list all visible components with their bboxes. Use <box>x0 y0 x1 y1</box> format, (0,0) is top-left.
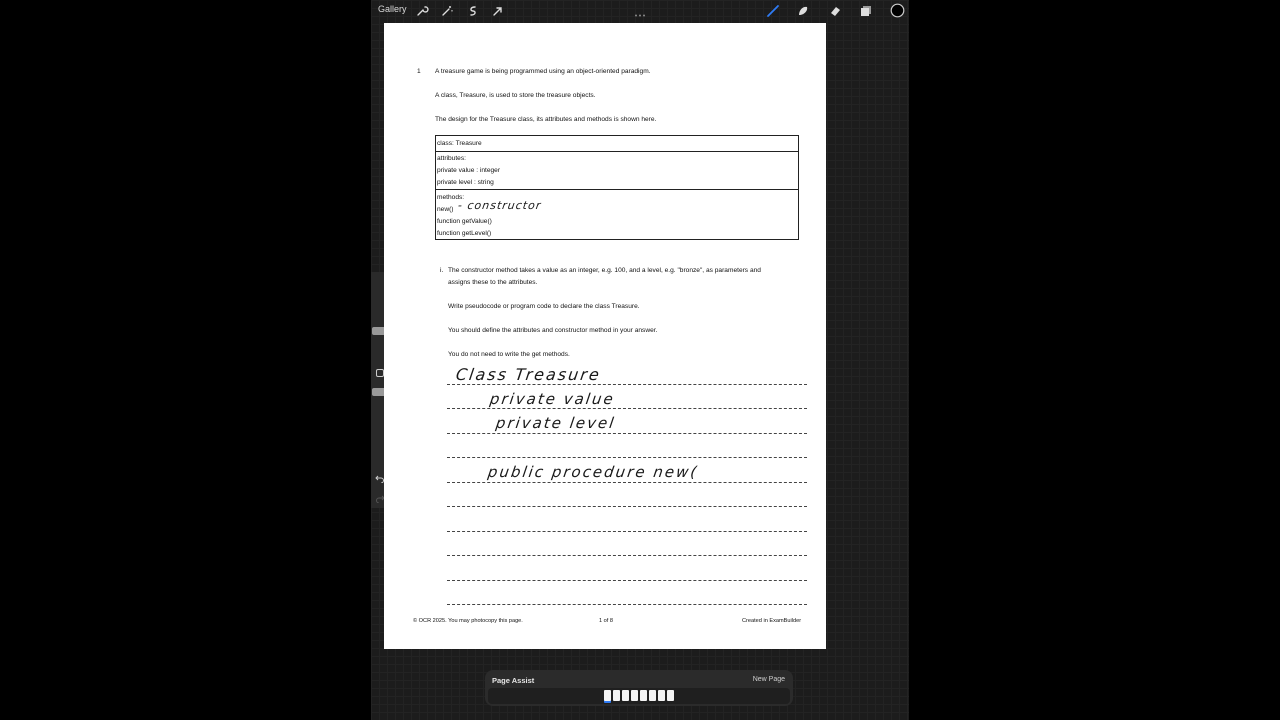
page-thumbnail[interactable] <box>613 690 620 701</box>
answer-line <box>447 604 807 605</box>
exam-page[interactable] <box>384 23 826 649</box>
attribute-level: private level : string <box>437 179 494 186</box>
instruction-get-methods: You do not need to write the get methods. <box>448 351 570 358</box>
class-description: A class, Treasure, is used to store the treasure objects. <box>435 92 596 99</box>
class-design-table <box>435 135 799 240</box>
footer-credit: Created in ExamBuilder <box>742 618 802 624</box>
design-description: The design for the Treasure class, its attributes and methods is shown here. <box>435 116 657 123</box>
new-page-button[interactable]: New Page <box>752 676 785 683</box>
page-thumbnails <box>488 688 790 704</box>
top-toolbar <box>371 0 909 22</box>
gallery-button[interactable]: Gallery <box>378 4 407 14</box>
answer-line <box>447 506 807 507</box>
method-new: new() <box>437 206 454 213</box>
transform-icon[interactable] <box>491 4 505 18</box>
page-thumbnail[interactable] <box>631 690 638 701</box>
handwritten-constructor-note: - constructor <box>457 199 543 212</box>
layers-icon[interactable] <box>859 4 873 18</box>
page-thumbnail[interactable] <box>640 690 647 701</box>
smudge-icon[interactable] <box>796 4 810 18</box>
instruction-declare: Write pseudocode or program code to declare the class Treasure. <box>448 303 640 310</box>
page-assist-title: Page Assist <box>492 676 535 685</box>
handwritten-answer-line: private level <box>494 414 617 432</box>
method-getlevel: function getLevel() <box>437 230 492 237</box>
answer-line <box>447 408 807 409</box>
footer-page-number: 1 of 8 <box>599 618 613 624</box>
part-text-line2: assigns these to the attributes. <box>448 279 538 286</box>
answer-line <box>447 555 807 556</box>
class-name-cell: class: Treasure <box>437 140 482 147</box>
handwritten-answer-line: private value <box>488 390 617 408</box>
methods-row <box>436 190 798 239</box>
page-thumbnail[interactable] <box>622 690 629 701</box>
answer-line <box>447 384 807 385</box>
attribute-value: private value : integer <box>437 167 501 174</box>
methods-header: methods: <box>437 194 465 201</box>
instruction-define: You should define the attributes and constructor method in your answer. <box>448 327 658 334</box>
attributes-header: attributes: <box>437 155 466 162</box>
question-number: 1 <box>417 68 421 75</box>
answer-line <box>447 531 807 532</box>
drag-handle-icon[interactable] <box>634 4 646 7</box>
question-intro: A treasure game is being programmed using an object-oriented paradigm. <box>435 68 651 75</box>
eraser-icon[interactable] <box>828 4 842 18</box>
page-thumbnail[interactable] <box>667 690 674 701</box>
magic-wand-icon[interactable] <box>440 4 454 18</box>
wrench-icon[interactable] <box>415 4 429 18</box>
attributes-row <box>436 152 798 190</box>
part-label: i. <box>440 267 444 274</box>
page-thumbnail[interactable] <box>604 690 611 701</box>
brush-icon[interactable] <box>766 4 780 18</box>
part-text-line1: The constructor method takes a value as an integer, e.g. 100, and a level, e.g. "bronze", as parameters and <box>448 267 761 274</box>
handwritten-answer-line: Class Treasure <box>454 365 603 384</box>
answer-line <box>447 457 807 458</box>
method-getvalue: function getValue() <box>437 218 492 225</box>
color-icon[interactable] <box>890 3 905 18</box>
handwritten-answer-line: public procedure new( <box>486 463 700 481</box>
page-assist-panel <box>485 670 793 706</box>
answer-line <box>447 580 807 581</box>
page-thumbnail[interactable] <box>649 690 656 701</box>
page-thumbnail[interactable] <box>658 690 665 701</box>
procreate-canvas <box>371 0 909 720</box>
footer-copyright: © OCR 2025. You may photocopy this page. <box>413 618 523 624</box>
answer-line <box>447 482 807 483</box>
class-name-row <box>436 136 798 152</box>
answer-line <box>447 433 807 434</box>
selection-icon[interactable] <box>466 4 480 18</box>
